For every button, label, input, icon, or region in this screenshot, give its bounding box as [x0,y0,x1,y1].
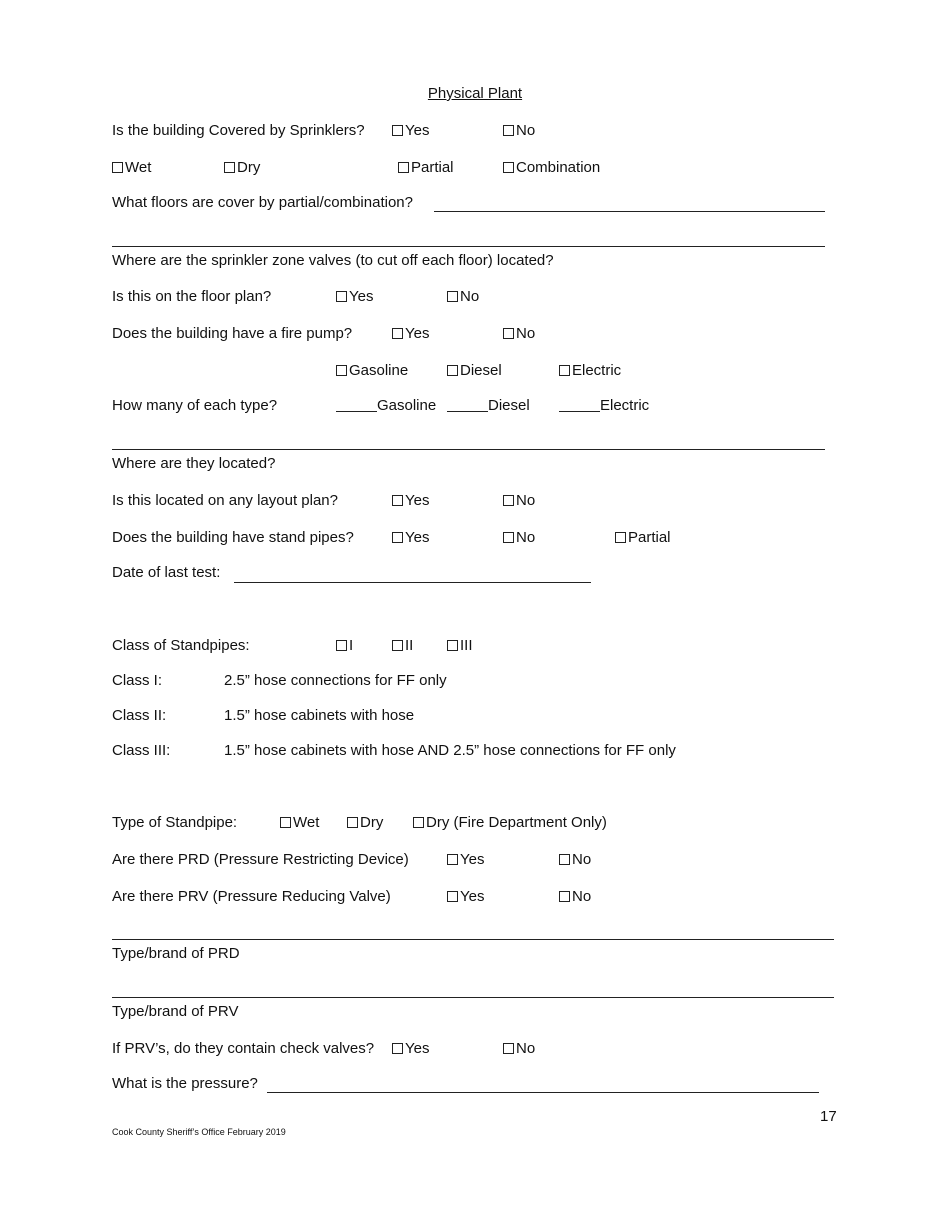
prv-question: Are there PRV (Pressure Reducing Valve) [112,888,391,905]
layout-plan-question: Is this located on any layout plan? [112,492,338,509]
checkbox-icon[interactable] [112,162,123,173]
option-label: I [349,637,354,654]
option-label: III [460,637,473,654]
check-valves-yes-option[interactable] [392,1040,429,1058]
option-label: Yes [405,492,430,509]
standpipe-dry-fd-option[interactable] [413,814,607,832]
option-label: No [572,888,592,905]
prv-brand-label: Type/brand of PRV [112,1003,239,1020]
stand-pipes-yes-option[interactable] [392,529,429,547]
standpipe-wet-option[interactable] [280,814,319,832]
checkbox-icon[interactable] [559,891,570,902]
field-label: Electric [600,397,650,414]
prd-yes-option[interactable] [447,851,484,869]
footer-text: Cook County Sheriff’s Office February 2019 [112,1127,286,1137]
electric-count-field[interactable] [559,397,649,415]
how-many-question: How many of each type? [112,397,278,414]
check-valves-no-option[interactable] [503,1040,535,1058]
layout-plan-yes-option[interactable] [392,492,429,510]
sprinkler-combination-option[interactable] [503,159,600,177]
prv-yes-option[interactable] [447,888,484,906]
checkbox-icon[interactable] [559,365,570,376]
checkbox-icon[interactable] [392,125,403,136]
checkbox-icon[interactable] [413,817,424,828]
last-test-label: Date of last test: [112,564,221,581]
pressure-label: What is the pressure? [112,1075,258,1092]
option-label: Dry [237,159,261,176]
checkbox-icon[interactable] [503,125,514,136]
floors-answer-line-2[interactable] [112,246,825,247]
located-answer-line[interactable] [112,449,825,450]
checkbox-icon[interactable] [447,854,458,865]
diesel-count-blank[interactable] [447,397,488,412]
class-def-desc: 1.5” hose cabinets with hose AND 2.5” hose connections for FF only [224,742,676,759]
standpipe-type-label: Type of Standpipe: [112,814,238,831]
pump-gasoline-option[interactable] [336,362,408,380]
checkbox-icon[interactable] [447,291,458,302]
located-question: Where are they located? [112,455,276,472]
class-ii-option[interactable] [392,637,413,655]
option-label: Yes [349,288,374,305]
class-def-label: Class I: [112,672,163,689]
pressure-answer-line[interactable] [267,1092,819,1093]
option-label: Yes [460,888,485,905]
prv-no-option[interactable] [559,888,591,906]
checkbox-icon[interactable] [392,328,403,339]
option-label: Wet [125,159,152,176]
option-label: No [516,122,536,139]
field-label: Gasoline [377,397,437,414]
prd-brand-label: Type/brand of PRD [112,945,240,962]
standpipe-class-label: Class of Standpipes: [112,637,250,654]
fire-pump-no-option[interactable] [503,325,535,343]
class-def-desc: 2.5” hose connections for FF only [224,672,447,689]
stand-pipes-partial-option[interactable] [615,529,671,547]
checkbox-icon[interactable] [503,495,514,506]
prd-question: Are there PRD (Pressure Restricting Device) [112,851,409,868]
checkbox-icon[interactable] [392,532,403,543]
gasoline-count-field[interactable] [336,397,436,415]
fire-pump-yes-option[interactable] [392,325,429,343]
checkbox-icon[interactable] [336,640,347,651]
diesel-count-field[interactable] [447,397,530,415]
page-title: Physical Plant [427,85,523,102]
option-label: Diesel [460,362,502,379]
checkbox-icon[interactable] [447,640,458,651]
checkbox-icon[interactable] [392,640,403,651]
checkbox-icon[interactable] [447,891,458,902]
pump-diesel-option[interactable] [447,362,502,380]
option-label: Yes [405,325,430,342]
gasoline-count-blank[interactable] [336,397,377,412]
option-label: No [516,529,536,546]
option-label: No [516,325,536,342]
checkbox-icon[interactable] [336,365,347,376]
sprinkler-question: Is the building Covered by Sprinklers? [112,122,365,139]
prd-brand-line[interactable] [112,939,834,940]
class-def-label: Class III: [112,742,171,759]
option-label: Gasoline [349,362,409,379]
checkbox-icon[interactable] [280,817,291,828]
standpipe-dry-option[interactable] [347,814,383,832]
class-iii-option[interactable] [447,637,473,655]
checkbox-icon[interactable] [398,162,409,173]
sprinkler-wet-option[interactable] [112,159,151,177]
option-label: Dry (Fire Department Only) [426,814,607,831]
floor-plan-question: Is this on the floor plan? [112,288,272,305]
class-def-desc: 1.5” hose cabinets with hose [224,707,415,724]
sprinkler-partial-option[interactable] [398,159,454,177]
option-label: Yes [405,1040,430,1057]
floors-answer-line[interactable] [434,211,825,212]
checkbox-icon[interactable] [224,162,235,173]
option-label: Yes [405,122,430,139]
stand-pipes-no-option[interactable] [503,529,535,547]
field-label: Diesel [488,397,530,414]
floors-question: What floors are cover by partial/combination? [112,194,413,211]
sprinkler-no-option[interactable] [503,122,535,140]
checkbox-icon[interactable] [336,291,347,302]
checkbox-icon[interactable] [615,532,626,543]
option-label: Combination [516,159,601,176]
checkbox-icon[interactable] [392,495,403,506]
prd-no-option[interactable] [559,851,591,869]
class-def-label: Class II: [112,707,167,724]
option-label: No [460,288,480,305]
page-number: 17 [820,1108,837,1125]
layout-plan-no-option[interactable] [503,492,535,510]
electric-count-blank[interactable] [559,397,600,412]
option-label: No [516,1040,536,1057]
prv-brand-line[interactable] [112,997,834,998]
checkbox-icon[interactable] [559,854,570,865]
option-label: Wet [293,814,320,831]
option-label: Partial [628,529,671,546]
stand-pipes-question: Does the building have stand pipes? [112,529,354,546]
sprinkler-dry-option[interactable] [224,159,260,177]
checkbox-icon[interactable] [503,162,514,173]
option-label: Partial [411,159,454,176]
class-i-option[interactable] [336,637,353,655]
checkbox-icon[interactable] [347,817,358,828]
last-test-answer-line[interactable] [234,582,591,583]
option-label: Yes [460,851,485,868]
option-label: II [405,637,414,654]
zone-valves-question: Where are the sprinkler zone valves (to cut off each floor) located? [112,252,554,269]
checkbox-icon[interactable] [503,1043,514,1054]
option-label: Electric [572,362,622,379]
check-valves-question: If PRV’s, do they contain check valves? [112,1040,375,1057]
floor-plan-no-option[interactable] [447,288,479,306]
checkbox-icon[interactable] [392,1043,403,1054]
sprinkler-yes-option[interactable] [392,122,429,140]
checkbox-icon[interactable] [503,328,514,339]
pump-electric-option[interactable] [559,362,621,380]
option-label: Yes [405,529,430,546]
option-label: No [516,492,536,509]
checkbox-icon[interactable] [503,532,514,543]
checkbox-icon[interactable] [447,365,458,376]
floor-plan-yes-option[interactable] [336,288,373,306]
fire-pump-question: Does the building have a fire pump? [112,325,353,342]
option-label: Dry [360,814,384,831]
option-label: No [572,851,592,868]
